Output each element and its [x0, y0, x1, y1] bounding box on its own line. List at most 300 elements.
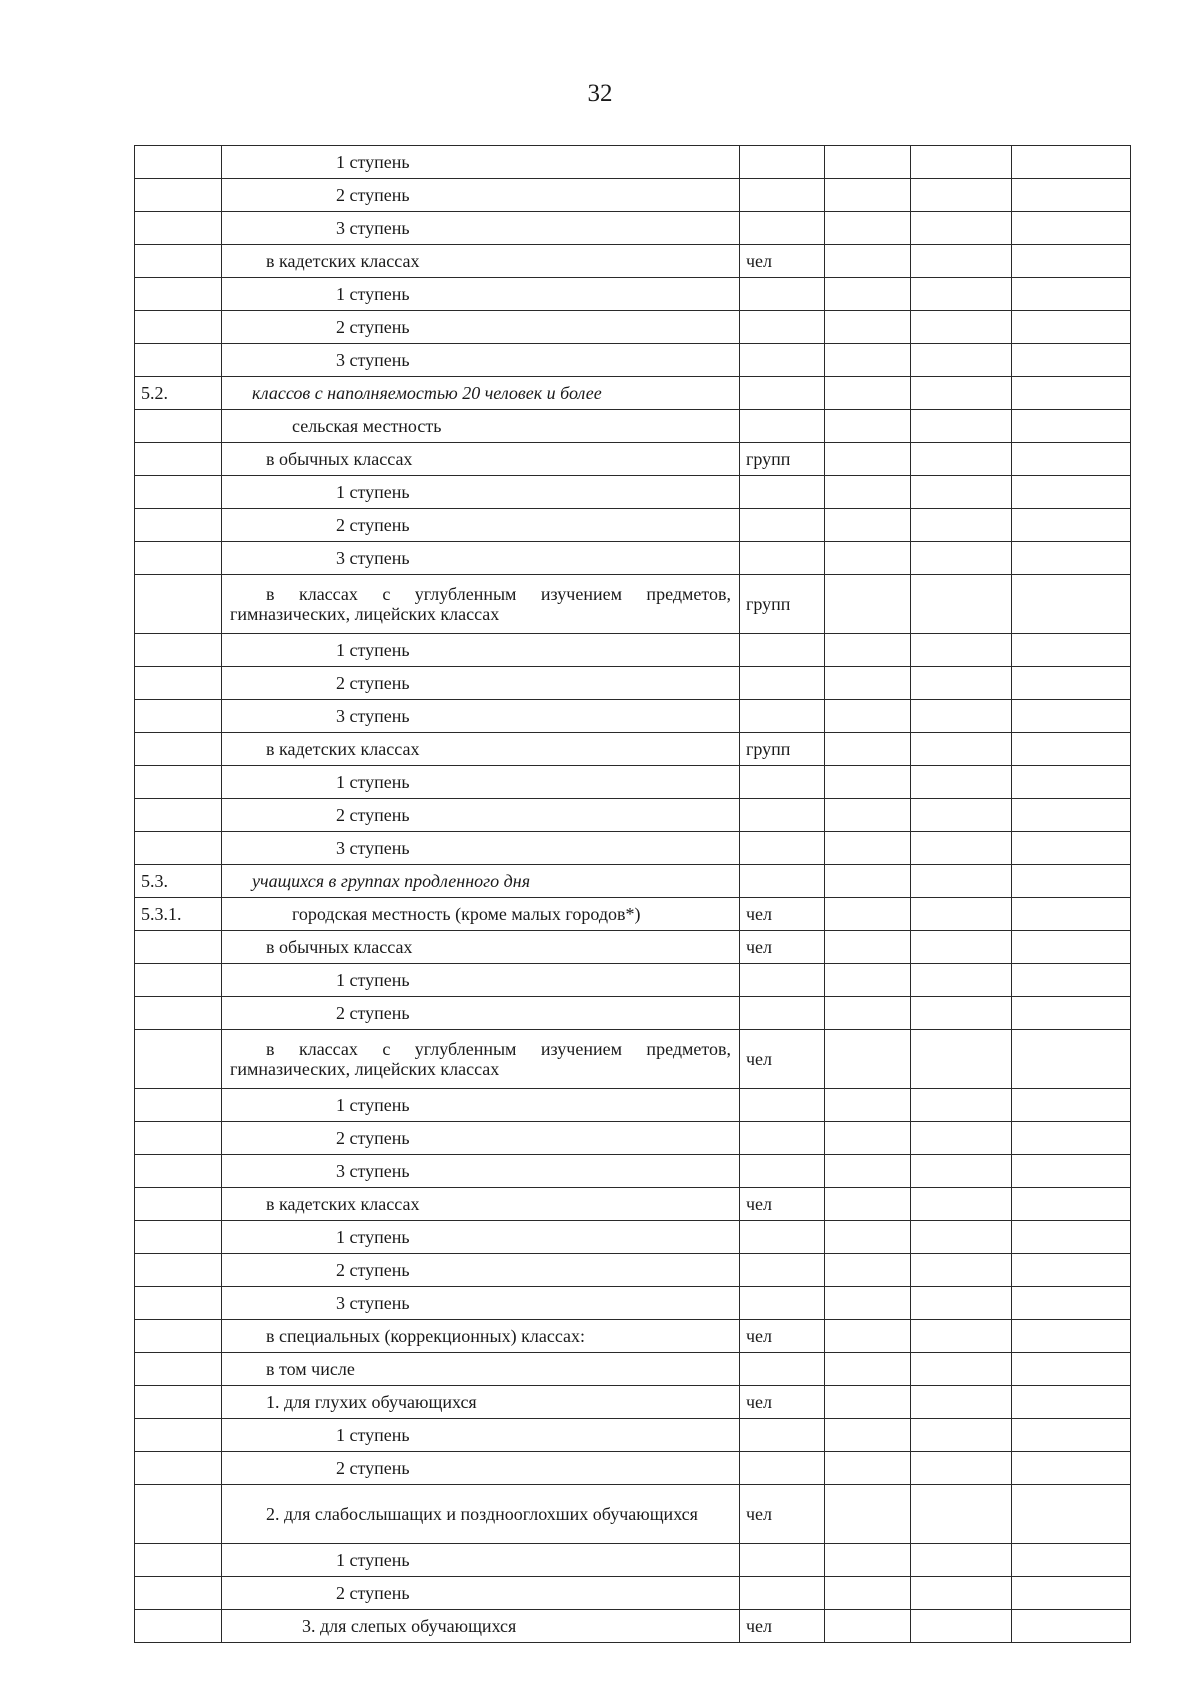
table-row	[135, 146, 1131, 179]
value-cell	[1012, 733, 1131, 766]
value-cell	[1012, 245, 1131, 278]
unit-cell	[740, 1122, 825, 1155]
value-cell	[911, 179, 1012, 212]
indicator-label-cell: 1 ступень	[222, 964, 740, 997]
value-cell	[1012, 1155, 1131, 1188]
value-cell	[911, 1287, 1012, 1320]
unit-cell: чел	[740, 1610, 825, 1643]
value-cell	[911, 832, 1012, 865]
value-cell	[1012, 311, 1131, 344]
value-cell	[911, 1320, 1012, 1353]
value-cell	[911, 898, 1012, 931]
value-cell	[911, 1577, 1012, 1610]
row-number-cell	[135, 1089, 222, 1122]
row-number-cell	[135, 509, 222, 542]
row-number-cell	[135, 832, 222, 865]
row-number-cell	[135, 278, 222, 311]
value-cell	[825, 1287, 911, 1320]
indicator-label-cell: 3 ступень	[222, 832, 740, 865]
unit-cell	[740, 700, 825, 733]
table-row	[135, 1610, 1131, 1643]
table-row	[135, 733, 1131, 766]
row-number-cell	[135, 1221, 222, 1254]
value-cell	[911, 799, 1012, 832]
value-cell	[825, 410, 911, 443]
table-row	[135, 1485, 1131, 1544]
row-number-cell	[135, 245, 222, 278]
unit-cell	[740, 1155, 825, 1188]
table-row	[135, 1188, 1131, 1221]
row-number-cell: 5.3.	[135, 865, 222, 898]
unit-cell	[740, 1419, 825, 1452]
value-cell	[1012, 1122, 1131, 1155]
indicator-label-cell: в обычных классах	[222, 443, 740, 476]
value-cell	[911, 443, 1012, 476]
value-cell	[911, 634, 1012, 667]
value-cell	[1012, 1452, 1131, 1485]
table-row	[135, 931, 1131, 964]
table-row	[135, 1089, 1131, 1122]
unit-cell	[740, 344, 825, 377]
indicator-label-cell: 1 ступень	[222, 1221, 740, 1254]
row-number-cell	[135, 964, 222, 997]
unit-cell: групп	[740, 575, 825, 634]
indicator-label-cell: в том числе	[222, 1353, 740, 1386]
unit-cell	[740, 766, 825, 799]
value-cell	[1012, 443, 1131, 476]
value-cell	[911, 997, 1012, 1030]
value-cell	[825, 146, 911, 179]
value-cell	[911, 733, 1012, 766]
value-cell	[825, 1221, 911, 1254]
value-cell	[911, 865, 1012, 898]
row-number-cell	[135, 1544, 222, 1577]
indicator-label-cell: 2 ступень	[222, 311, 740, 344]
value-cell	[825, 344, 911, 377]
indicator-label-cell: в кадетских классах	[222, 733, 740, 766]
indicator-label-cell: 2 ступень	[222, 1577, 740, 1610]
value-cell	[1012, 766, 1131, 799]
unit-cell	[740, 476, 825, 509]
table-row	[135, 1030, 1131, 1089]
value-cell	[825, 832, 911, 865]
value-cell	[911, 311, 1012, 344]
value-cell	[911, 1485, 1012, 1544]
row-number-cell	[135, 443, 222, 476]
unit-cell	[740, 410, 825, 443]
value-cell	[1012, 575, 1131, 634]
table-row	[135, 997, 1131, 1030]
value-cell	[825, 1254, 911, 1287]
value-cell	[911, 1419, 1012, 1452]
indicator-label-cell: 1 ступень	[222, 1544, 740, 1577]
indicator-label-cell: 1. для глухих обучающихся	[222, 1386, 740, 1419]
indicator-label-cell: 3 ступень	[222, 1287, 740, 1320]
table-row	[135, 443, 1131, 476]
indicator-label-cell: в обычных классах	[222, 931, 740, 964]
table-row	[135, 1353, 1131, 1386]
indicator-label-cell: 2 ступень	[222, 997, 740, 1030]
table-row	[135, 898, 1131, 931]
unit-cell: чел	[740, 1320, 825, 1353]
value-cell	[1012, 212, 1131, 245]
unit-cell: групп	[740, 733, 825, 766]
value-cell	[1012, 1030, 1131, 1089]
table-row	[135, 832, 1131, 865]
value-cell	[1012, 179, 1131, 212]
table-row	[135, 667, 1131, 700]
table-row	[135, 410, 1131, 443]
table-row	[135, 1155, 1131, 1188]
indicator-label-cell: 1 ступень	[222, 766, 740, 799]
unit-cell: чел	[740, 1188, 825, 1221]
value-cell	[1012, 1485, 1131, 1544]
value-cell	[1012, 1089, 1131, 1122]
table-row	[135, 311, 1131, 344]
unit-cell: чел	[740, 245, 825, 278]
value-cell	[1012, 898, 1131, 931]
indicator-label-cell: 3 ступень	[222, 212, 740, 245]
row-number-cell	[135, 1320, 222, 1353]
indicator-label-cell: 3 ступень	[222, 700, 740, 733]
value-cell	[825, 1419, 911, 1452]
indicator-label-cell: 2 ступень	[222, 179, 740, 212]
unit-cell: чел	[740, 898, 825, 931]
indicator-label-cell: сельская местность	[222, 410, 740, 443]
table-row	[135, 179, 1131, 212]
row-number-cell	[135, 733, 222, 766]
row-number-cell	[135, 700, 222, 733]
value-cell	[1012, 1353, 1131, 1386]
value-cell	[825, 1122, 911, 1155]
indicator-label-cell: 2. для слабослышащих и позднооглохших обучающихся	[222, 1485, 740, 1544]
unit-cell	[740, 212, 825, 245]
unit-cell	[740, 542, 825, 575]
row-number-cell	[135, 146, 222, 179]
value-cell	[911, 1122, 1012, 1155]
unit-cell	[740, 179, 825, 212]
unit-cell	[740, 1544, 825, 1577]
value-cell	[1012, 1419, 1131, 1452]
unit-cell	[740, 377, 825, 410]
table-row	[135, 344, 1131, 377]
value-cell	[1012, 799, 1131, 832]
indicator-label-cell: 1 ступень	[222, 634, 740, 667]
indicator-label-cell: в кадетских классах	[222, 245, 740, 278]
value-cell	[825, 700, 911, 733]
indicator-label-cell: 2 ступень	[222, 799, 740, 832]
indicator-label-cell: 2 ступень	[222, 1452, 740, 1485]
unit-cell	[740, 509, 825, 542]
value-cell	[825, 1452, 911, 1485]
row-number-cell	[135, 1287, 222, 1320]
value-cell	[911, 377, 1012, 410]
value-cell	[911, 667, 1012, 700]
table-row	[135, 1320, 1131, 1353]
table-row	[135, 766, 1131, 799]
value-cell	[911, 1353, 1012, 1386]
value-cell	[1012, 1221, 1131, 1254]
table-row	[135, 1419, 1131, 1452]
value-cell	[911, 212, 1012, 245]
value-cell	[1012, 278, 1131, 311]
indicator-label-cell: 1 ступень	[222, 278, 740, 311]
indicator-label-cell: городская местность (кроме малых городов*)	[222, 898, 740, 931]
unit-cell	[740, 865, 825, 898]
value-cell	[1012, 997, 1131, 1030]
table-row	[135, 476, 1131, 509]
value-cell	[1012, 410, 1131, 443]
unit-cell	[740, 311, 825, 344]
row-number-cell	[135, 344, 222, 377]
value-cell	[1012, 476, 1131, 509]
value-cell	[1012, 1386, 1131, 1419]
value-cell	[825, 509, 911, 542]
value-cell	[825, 278, 911, 311]
value-cell	[825, 1577, 911, 1610]
table-row	[135, 1254, 1131, 1287]
value-cell	[1012, 832, 1131, 865]
value-cell	[911, 1155, 1012, 1188]
value-cell	[825, 964, 911, 997]
value-cell	[1012, 1320, 1131, 1353]
indicator-label-cell: 1 ступень	[222, 146, 740, 179]
row-number-cell	[135, 1419, 222, 1452]
value-cell	[911, 1610, 1012, 1643]
row-number-cell	[135, 311, 222, 344]
value-cell	[911, 509, 1012, 542]
value-cell	[911, 1452, 1012, 1485]
value-cell	[1012, 377, 1131, 410]
value-cell	[825, 898, 911, 931]
value-cell	[911, 146, 1012, 179]
row-number-cell: 5.2.	[135, 377, 222, 410]
indicator-label-cell: 3. для слепых обучающихся	[222, 1610, 740, 1643]
row-number-cell	[135, 1188, 222, 1221]
page-number: 32	[587, 80, 613, 107]
row-number-cell	[135, 766, 222, 799]
value-cell	[911, 575, 1012, 634]
unit-cell	[740, 278, 825, 311]
table-row	[135, 1544, 1131, 1577]
value-cell	[911, 1386, 1012, 1419]
row-number-cell	[135, 1610, 222, 1643]
value-cell	[825, 1386, 911, 1419]
value-cell	[825, 1089, 911, 1122]
row-number-cell	[135, 212, 222, 245]
value-cell	[911, 476, 1012, 509]
value-cell	[825, 667, 911, 700]
row-number-cell	[135, 1353, 222, 1386]
value-cell	[911, 1254, 1012, 1287]
indicator-label-cell: в специальных (коррекционных) классах:	[222, 1320, 740, 1353]
unit-cell	[740, 832, 825, 865]
value-cell	[911, 1030, 1012, 1089]
unit-cell: чел	[740, 931, 825, 964]
indicator-label-cell: в кадетских классах	[222, 1188, 740, 1221]
value-cell	[825, 931, 911, 964]
indicator-label-cell: 3 ступень	[222, 1155, 740, 1188]
value-cell	[825, 1353, 911, 1386]
table-row	[135, 634, 1131, 667]
row-number-cell	[135, 410, 222, 443]
value-cell	[911, 1544, 1012, 1577]
row-number-cell	[135, 667, 222, 700]
value-cell	[1012, 344, 1131, 377]
indicator-label-cell: учащихся в группах продленного дня	[222, 865, 740, 898]
row-number-cell	[135, 1386, 222, 1419]
indicator-label-cell: 2 ступень	[222, 1254, 740, 1287]
table-row	[135, 509, 1131, 542]
value-cell	[911, 700, 1012, 733]
table-row	[135, 1122, 1131, 1155]
value-cell	[825, 1485, 911, 1544]
row-number-cell	[135, 1122, 222, 1155]
table-body	[135, 146, 1131, 1643]
table-row	[135, 245, 1131, 278]
value-cell	[825, 1030, 911, 1089]
unit-cell	[740, 1353, 825, 1386]
value-cell	[825, 443, 911, 476]
table-row	[135, 212, 1131, 245]
value-cell	[1012, 509, 1131, 542]
row-number-cell	[135, 931, 222, 964]
table-row	[135, 700, 1131, 733]
value-cell	[911, 410, 1012, 443]
value-cell	[825, 377, 911, 410]
value-cell	[911, 766, 1012, 799]
value-cell	[911, 931, 1012, 964]
table-row	[135, 575, 1131, 634]
value-cell	[911, 1089, 1012, 1122]
unit-cell	[740, 1089, 825, 1122]
row-number-cell	[135, 575, 222, 634]
value-cell	[825, 1155, 911, 1188]
row-number-cell	[135, 1155, 222, 1188]
unit-cell	[740, 1577, 825, 1610]
value-cell	[825, 575, 911, 634]
row-number-cell	[135, 476, 222, 509]
table-row	[135, 1452, 1131, 1485]
value-cell	[911, 964, 1012, 997]
unit-cell	[740, 1221, 825, 1254]
row-number-cell	[135, 634, 222, 667]
indicator-label-cell: 1 ступень	[222, 1419, 740, 1452]
indicator-label-cell: 2 ступень	[222, 1122, 740, 1155]
value-cell	[911, 278, 1012, 311]
value-cell	[825, 476, 911, 509]
value-cell	[825, 733, 911, 766]
unit-cell	[740, 997, 825, 1030]
row-number-cell: 5.3.1.	[135, 898, 222, 931]
value-cell	[825, 1610, 911, 1643]
value-cell	[1012, 1544, 1131, 1577]
value-cell	[825, 542, 911, 575]
indicator-label-cell: 1 ступень	[222, 476, 740, 509]
value-cell	[911, 245, 1012, 278]
value-cell	[1012, 964, 1131, 997]
row-number-cell	[135, 1452, 222, 1485]
value-cell	[1012, 700, 1131, 733]
indicator-label-cell: классов с наполняемостью 20 человек и более	[222, 377, 740, 410]
row-number-cell	[135, 799, 222, 832]
value-cell	[825, 865, 911, 898]
value-cell	[911, 1188, 1012, 1221]
table-row	[135, 964, 1131, 997]
value-cell	[825, 766, 911, 799]
unit-cell	[740, 799, 825, 832]
value-cell	[911, 542, 1012, 575]
table-row	[135, 377, 1131, 410]
unit-cell	[740, 1452, 825, 1485]
table-row	[135, 1287, 1131, 1320]
value-cell	[825, 212, 911, 245]
unit-cell	[740, 1254, 825, 1287]
indicator-label-cell: в классах с углубленным изучением предметов, гимназических, лицейских классах	[222, 575, 740, 634]
indicator-label-cell: 1 ступень	[222, 1089, 740, 1122]
table-row	[135, 865, 1131, 898]
row-number-cell	[135, 1485, 222, 1544]
indicator-label-cell: 3 ступень	[222, 542, 740, 575]
value-cell	[825, 179, 911, 212]
row-number-cell	[135, 542, 222, 575]
value-cell	[825, 1188, 911, 1221]
value-cell	[1012, 931, 1131, 964]
row-number-cell	[135, 997, 222, 1030]
table-row	[135, 1221, 1131, 1254]
value-cell	[1012, 146, 1131, 179]
table-row	[135, 799, 1131, 832]
unit-cell	[740, 1287, 825, 1320]
value-cell	[1012, 1610, 1131, 1643]
unit-cell	[740, 146, 825, 179]
indicator-label-cell: 2 ступень	[222, 667, 740, 700]
unit-cell: чел	[740, 1030, 825, 1089]
table-row	[135, 278, 1131, 311]
table-row	[135, 1386, 1131, 1419]
indicator-label-cell: 2 ступень	[222, 509, 740, 542]
value-cell	[825, 1320, 911, 1353]
value-cell	[1012, 667, 1131, 700]
value-cell	[825, 997, 911, 1030]
value-cell	[825, 245, 911, 278]
table-row	[135, 1577, 1131, 1610]
value-cell	[911, 1221, 1012, 1254]
unit-cell	[740, 667, 825, 700]
row-number-cell	[135, 1030, 222, 1089]
value-cell	[1012, 634, 1131, 667]
statistics-table	[134, 145, 1131, 1643]
value-cell	[1012, 1188, 1131, 1221]
indicator-label-cell: в классах с углубленным изучением предметов, гимназических, лицейских классах	[222, 1030, 740, 1089]
row-number-cell	[135, 1577, 222, 1610]
value-cell	[1012, 1254, 1131, 1287]
value-cell	[1012, 865, 1131, 898]
value-cell	[1012, 1287, 1131, 1320]
value-cell	[825, 1544, 911, 1577]
unit-cell	[740, 634, 825, 667]
table-row	[135, 542, 1131, 575]
value-cell	[825, 799, 911, 832]
value-cell	[825, 634, 911, 667]
unit-cell: чел	[740, 1485, 825, 1544]
row-number-cell	[135, 179, 222, 212]
unit-cell: чел	[740, 1386, 825, 1419]
unit-cell	[740, 964, 825, 997]
value-cell	[911, 344, 1012, 377]
value-cell	[825, 311, 911, 344]
indicator-label-cell: 3 ступень	[222, 344, 740, 377]
